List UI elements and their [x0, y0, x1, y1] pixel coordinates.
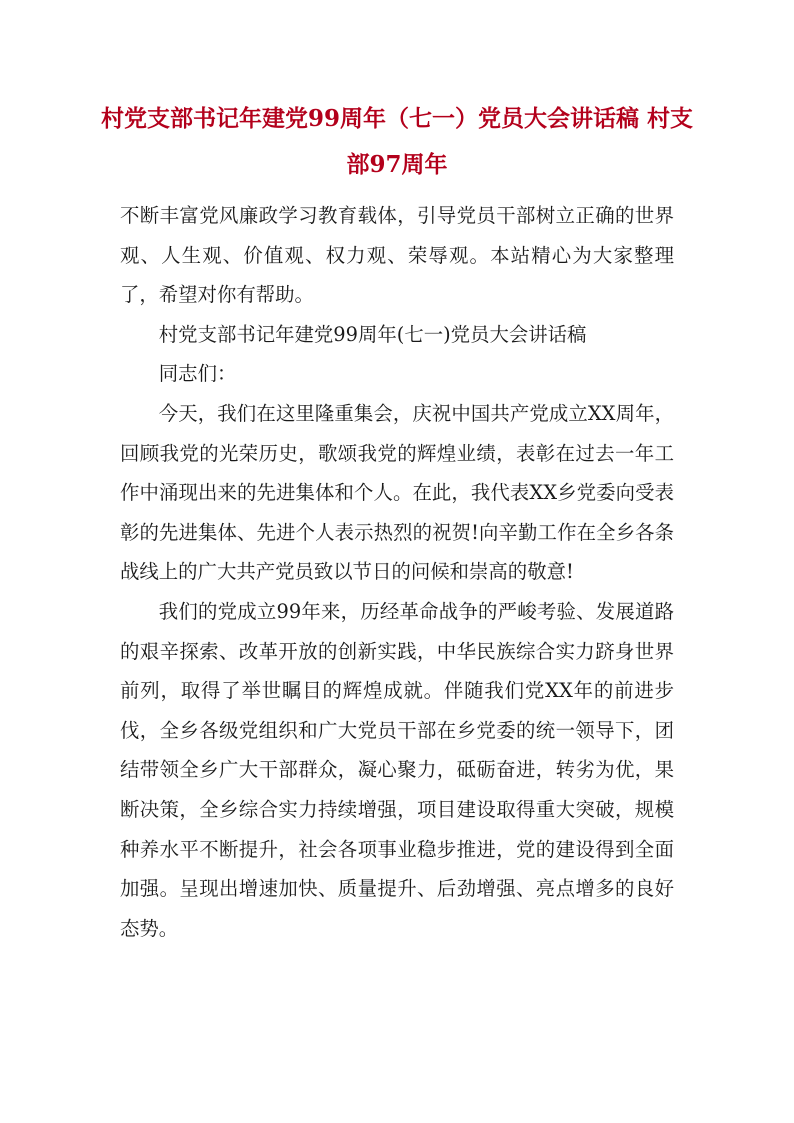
intro-paragraph: 不断丰富党风廉政学习教育载体，引导党员干部树立正确的世界观、人生观、价值观、权力观、荣辱观。本站精心为大家整理了，希望对你有帮助。	[120, 204, 674, 307]
body-paragraph: 今天，我们在这里隆重集会，庆祝中国共产党成立XX周年，回顾我党的光荣历史，歌颂我党的辉煌业绩，表彰在过去一年工作中涌现出来的先进集体和个人。在此，我代表XX乡党委向受表彰的先进集体、先进个人表示热烈的祝贺!向辛勤工作在全乡各条战线上的广大共产党员致以节日的问候和崇高的敬意!	[120, 401, 674, 584]
body-paragraph: 我们的党成立99年来，历经革命战争的严峻考验、发展道路的艰辛探索、改革开放的创新实践，中华民族综合实力跻身世界前列，取得了举世瞩目的辉煌成就。伴随我们党XX年的前进步伐，全乡各级党组织和广大党员干部在乡党委的统一领导下，团结带领全乡广大干部群众，凝心聚力，砥砺奋进，转劣为优，果断决策，全乡综合实力持续增强，项目建设取得重大突破，规模种养水平不断提升，社会各项事业稳步推进，党的建设得到全面加强。呈现出增速加快、质量提升、后劲增强、亮点增多的良好态势。	[120, 599, 674, 940]
document-title: 村党支部书记年建党99周年（七一）党员大会讲话稿 村支部97周年	[100, 105, 693, 178]
document-body	[120, 196, 674, 948]
salutation: 同志们：	[158, 362, 237, 386]
speech-heading: 村党支部书记年建党99周年(七一)党员大会讲话稿	[158, 322, 587, 346]
